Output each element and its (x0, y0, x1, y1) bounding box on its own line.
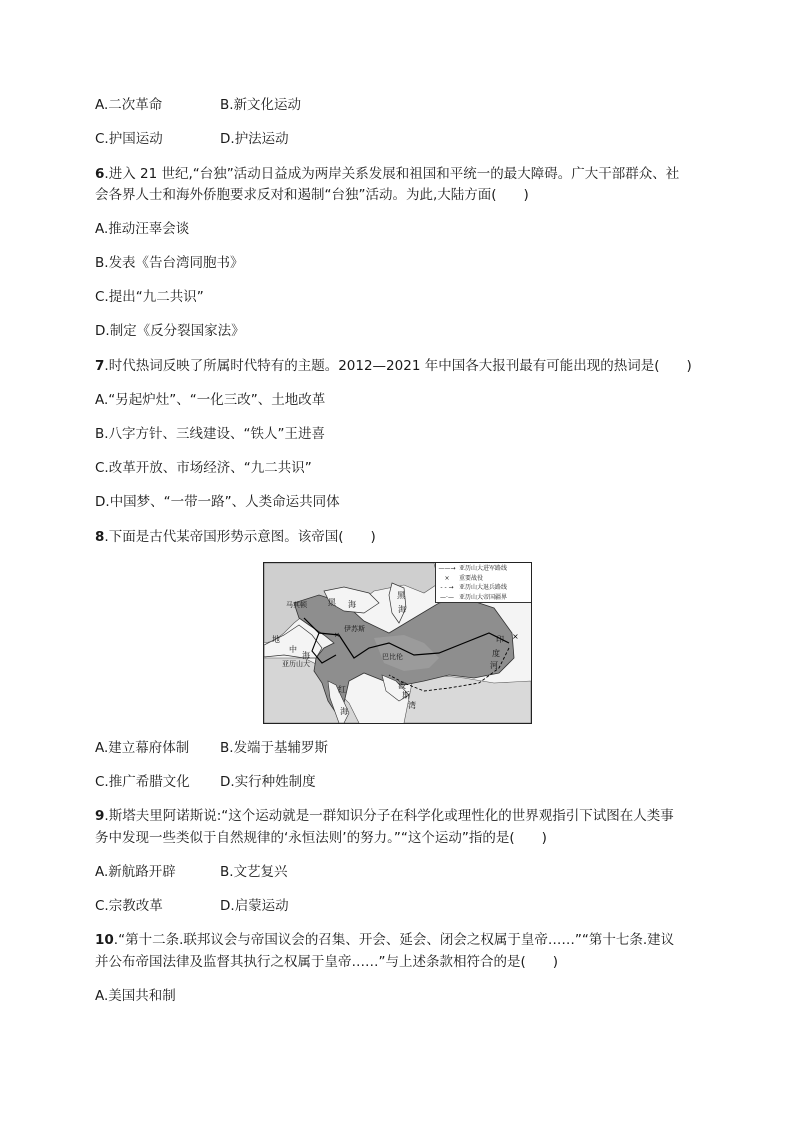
map-label-si: 斯 (402, 691, 410, 700)
q9-option-a: A.新航路开辟 (95, 864, 176, 880)
legend-item-battle: × 重要战役 (444, 574, 484, 582)
map-label-du: 度 (492, 649, 500, 658)
q10-option-a: A.美国共和制 (95, 988, 176, 1004)
q9-option-b: B.文艺复兴 (220, 864, 288, 880)
q6-option-c: C.提出“九二共识” (95, 289, 204, 305)
q7-option-d: D.中国梦、“一带一路”、人类命运共同体 (95, 494, 340, 510)
map-label-bo: 波 (398, 681, 406, 690)
q7-option-a: A.“另起炉灶”、“一化三改”、土地改革 (95, 392, 326, 408)
map-label-babylon: 巴比伦 (382, 653, 403, 661)
map-label-black1: 黑 (328, 598, 336, 607)
q9-number: 9 (95, 808, 105, 824)
q6-stem-line2: 会各界人士和海外侨胞要求反对和遏制“台独”活动。为此,大陆方面( ) (95, 187, 529, 203)
q10-stem-line2: 并公布帝国法律及监督其执行之权属于皇帝……”与上述条款相符合的是( ) (95, 954, 559, 970)
q10-stem-line1: 10.“第十二条.联邦议会与帝国议会的召集、开会、延会、闭会之权属于皇帝……”“第十七条.建议 (95, 932, 675, 948)
q9-option-c: C.宗教改革 (95, 898, 163, 914)
map-label-sea1: 海 (348, 600, 356, 609)
empire-map (263, 562, 532, 724)
q5-option-d: D.护法运动 (220, 131, 289, 147)
q5-option-a: A.二次革命 (95, 97, 163, 113)
q10-number: 10 (95, 932, 114, 948)
q7-stem: 7.时代热词反映了所属时代特有的主题。2012—2021 年中国各大报刊最有可能出现的热词是( ) (95, 358, 692, 374)
map-label-macedonia: 马其顿 (286, 601, 307, 609)
map-legend (435, 563, 531, 603)
q7-number: 7 (95, 358, 105, 374)
map-label-redsea: 海 (340, 707, 348, 716)
map-label-zhong: 中 (289, 645, 297, 654)
q9-option-d: D.启蒙运动 (220, 898, 289, 914)
map-label-hai: 海 (302, 651, 310, 660)
map-label-wan: 湾 (408, 701, 416, 710)
legend-item-advance: ——→ 亚历山大进军路线 (438, 565, 508, 572)
q5-option-b: B.新文化运动 (220, 97, 302, 113)
q6-stem-line1: 6.进入 21 世纪,“台独”活动日益成为两岸关系发展和祖国和平统一的最大障碍。广大干部群众、社 (95, 166, 680, 182)
q8-option-c: C.推广希腊文化 (95, 774, 190, 790)
map-label-issus: 伊苏斯 (344, 625, 365, 633)
legend-item-border: —·— 亚历山大帝国疆界 (440, 593, 508, 601)
map-label-alexandria: 亚历山大 (282, 660, 310, 668)
svg-text:×: × (512, 632, 519, 641)
q8-option-a: A.建立幕府体制 (95, 740, 190, 756)
q7-option-b: B.八字方针、三线建设、“铁人”王进喜 (95, 426, 326, 442)
map-label-di: 地 (272, 635, 280, 644)
q8-option-b: B.发端于基辅罗斯 (220, 740, 329, 756)
legend-item-retreat: - - → 亚历山大退兵路线 (440, 584, 508, 591)
map-label-black2: 黑 (397, 591, 405, 600)
map-label-sea2: 海 (398, 605, 406, 614)
q6-option-d: D.制定《反分裂国家法》 (95, 323, 245, 339)
svg-text:×: × (334, 631, 340, 639)
q5-option-c: C.护国运动 (95, 131, 163, 147)
q7-option-c: C.改革开放、市场经济、“九二共识” (95, 460, 312, 476)
map-label-red: 红 (338, 685, 346, 694)
q9-stem-line1: 9.斯塔夫里阿诺斯说:“这个运动就是一群知识分子在科学化或理性化的世界观指引下试图在人类事 (95, 808, 674, 824)
q8-number: 8 (95, 529, 105, 545)
q6-option-b: B.发表《告台湾同胞书》 (95, 255, 244, 271)
q9-stem-line2: 务中发现一些类似于自然规律的‘永恒法则’的努力。”“这个运动”指的是( ) (95, 830, 547, 846)
q6-option-a: A.推动汪辜会谈 (95, 221, 190, 237)
q8-stem: 8.下面是古代某帝国形势示意图。该帝国( ) (95, 529, 376, 545)
q6-number: 6 (95, 166, 105, 182)
map-label-he: 河 (490, 661, 498, 670)
q8-option-d: D.实行种姓制度 (220, 774, 316, 790)
map-label-yin: 印 (496, 635, 504, 644)
